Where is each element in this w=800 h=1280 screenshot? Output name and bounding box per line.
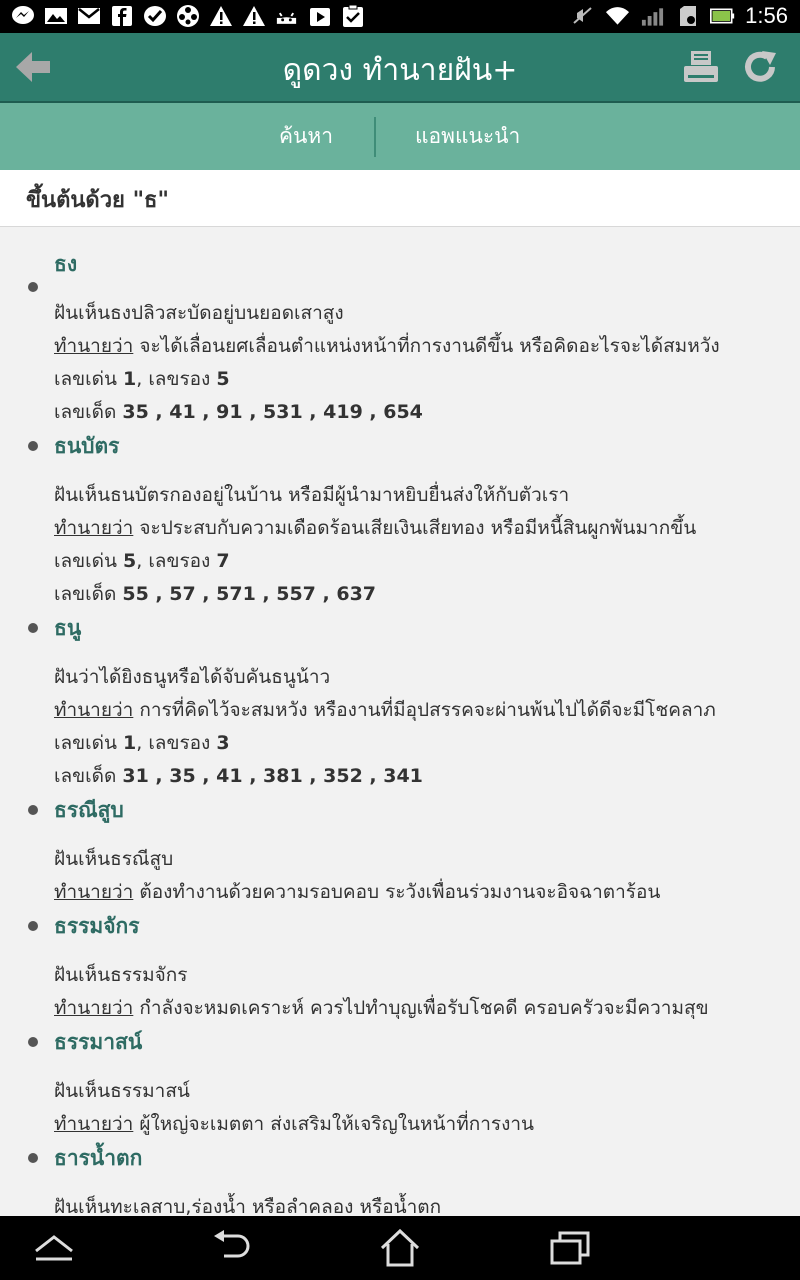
list-item xyxy=(0,611,800,793)
print-button[interactable] xyxy=(682,49,720,85)
app-bar xyxy=(0,33,800,103)
prediction-label: ทำนายว่า xyxy=(54,335,134,357)
tab-bar xyxy=(0,103,800,170)
gmail-icon xyxy=(76,5,101,27)
dream-meaning: ทำนายว่า จะประสบกับความเดือดร้อนเสียเงินเสียทอง หรือมีหนี้สินผูกพันมากขึ้น xyxy=(54,517,697,539)
back-nav-button[interactable] xyxy=(200,1224,260,1272)
dream-term[interactable]: ธารน้ำตก xyxy=(54,1146,143,1170)
dream-description: ฝันเห็นธรรมาสน์ xyxy=(54,1080,190,1102)
dream-description: ฝันเห็นธรรมจักร xyxy=(54,964,188,986)
list-item xyxy=(0,429,800,611)
dream-description: ฝันเห็นทะเลสาบ,ร่องน้ำ หรือลำคลอง หรือน้ำตก xyxy=(54,1196,442,1216)
section-header xyxy=(0,170,800,227)
mute-icon xyxy=(570,5,595,27)
status-bar xyxy=(0,0,800,33)
bullet-icon xyxy=(28,805,38,815)
section-heading: ขึ้นต้นด้วย "ธ" xyxy=(26,188,169,213)
bullet-icon xyxy=(28,1153,38,1163)
navigation-bar xyxy=(0,1216,800,1280)
dream-meaning: ทำนายว่า กำลังจะหมดเคราะห์ ควรไปทำบุญเพื่อรับโชคดี ครอบครัวจะมีความสุข xyxy=(54,997,709,1019)
back-icon xyxy=(208,1230,252,1266)
prediction-label: ทำนายว่า xyxy=(54,699,134,721)
refresh-icon xyxy=(742,49,780,85)
system-status xyxy=(570,3,788,29)
hot-numbers: เลขเด็ด 55 , 57 , 571 , 557 , 637 xyxy=(54,583,377,605)
dream-description: ฝันเห็นธงปลิวสะบัดอยู่บนยอดเสาสูง xyxy=(54,302,344,324)
dream-term[interactable]: ธรรมจักร xyxy=(54,914,140,938)
dream-term[interactable]: ธนู xyxy=(54,616,82,640)
bullet-icon xyxy=(28,1037,38,1047)
dream-description: ฝันเห็นธนบัตรกองอยู่ในบ้าน หรือมีผู้นำมาหยิบยื่นส่งให้กับตัวเรา xyxy=(54,484,570,506)
warning-icon xyxy=(241,5,266,27)
dream-list[interactable] xyxy=(0,227,800,1216)
android-icon xyxy=(274,5,299,27)
list-item xyxy=(0,793,800,909)
prediction-label: ทำนายว่า xyxy=(54,1113,134,1135)
dream-meaning: ทำนายว่า ต้องทำงานด้วยความรอบคอบ ระวังเพื่อนร่วมงานจะอิจฉาตาร้อน xyxy=(54,881,661,903)
tab-divider xyxy=(374,117,376,157)
home-icon xyxy=(378,1228,422,1268)
bullet-icon xyxy=(28,623,38,633)
list-item xyxy=(0,1025,800,1141)
dream-term[interactable]: ธง xyxy=(54,252,78,276)
lucky-numbers: เลขเด่น 1, เลขรอง 3 xyxy=(54,732,230,754)
list-item xyxy=(0,1141,800,1216)
prediction-label: ทำนายว่า xyxy=(54,517,134,539)
facebook-icon xyxy=(109,5,134,27)
wifi-icon xyxy=(605,5,630,27)
dream-meaning: ทำนายว่า จะได้เลื่อนยศเลื่อนตำแหน่งหน้าที่การงานดีขึ้น หรือคิดอะไรจะได้สมหวัง xyxy=(54,335,720,357)
hide-keyboard-button[interactable] xyxy=(24,1224,84,1272)
check-icon xyxy=(142,5,167,27)
prediction-label: ทำนายว่า xyxy=(54,997,134,1019)
hot-numbers: เลขเด็ด 31 , 35 , 41 , 381 , 352 , 341 xyxy=(54,765,423,787)
clock: 1:56 xyxy=(745,3,788,28)
dream-meaning: ทำนายว่า ผู้ใหญ่จะเมตตา ส่งเสริมให้เจริญในหน้าที่การงาน xyxy=(54,1113,535,1135)
signal-icon xyxy=(640,5,665,27)
tab-recommended-apps[interactable]: แอพแนะนำ xyxy=(415,124,521,148)
list-item xyxy=(0,247,800,429)
play-store-icon xyxy=(307,5,332,27)
lucky-numbers: เลขเด่น 1, เลขรอง 5 xyxy=(54,368,230,390)
battery-icon xyxy=(710,5,735,27)
list-item xyxy=(0,909,800,1025)
chevron-up-icon xyxy=(32,1233,76,1263)
dream-meaning: ทำนายว่า การที่คิดไว้จะสมหวัง หรืองานที่มีอุปสรรคจะผ่านพ้นไปได้ดีจะมีโชคลาภ xyxy=(54,699,716,721)
dream-term[interactable]: ธรรมาสน์ xyxy=(54,1030,143,1054)
dream-description: ฝันเห็นธรณีสูบ xyxy=(54,848,174,870)
warning-icon xyxy=(208,5,233,27)
hot-numbers: เลขเด็ด 35 , 41 , 91 , 531 , 419 , 654 xyxy=(54,401,423,423)
print-icon xyxy=(682,49,720,85)
messenger-icon xyxy=(10,5,35,27)
dream-description: ฝันว่าได้ยิงธนูหรือได้จับคันธนูน้าว xyxy=(54,666,331,688)
refresh-button[interactable] xyxy=(742,49,780,85)
home-button[interactable] xyxy=(370,1224,430,1272)
recent-apps-button[interactable] xyxy=(540,1224,600,1272)
recent-apps-icon xyxy=(548,1230,592,1266)
sd-card-icon xyxy=(675,5,700,27)
gallery-icon xyxy=(43,5,68,27)
dream-term[interactable]: ธนบัตร xyxy=(54,434,120,458)
film-reel-icon xyxy=(175,5,200,27)
notification-icons xyxy=(10,5,365,27)
clipboard-check-icon xyxy=(340,5,365,27)
lucky-numbers: เลขเด่น 5, เลขรอง 7 xyxy=(54,550,230,572)
app-title: ดูดวง ทำนายฝัน+ xyxy=(282,53,518,88)
bullet-icon xyxy=(28,282,38,292)
tab-search[interactable]: ค้นหา xyxy=(279,124,334,148)
prediction-label: ทำนายว่า xyxy=(54,881,134,903)
bullet-icon xyxy=(28,441,38,451)
bullet-icon xyxy=(28,921,38,931)
dream-term[interactable]: ธรณีสูบ xyxy=(54,798,124,822)
